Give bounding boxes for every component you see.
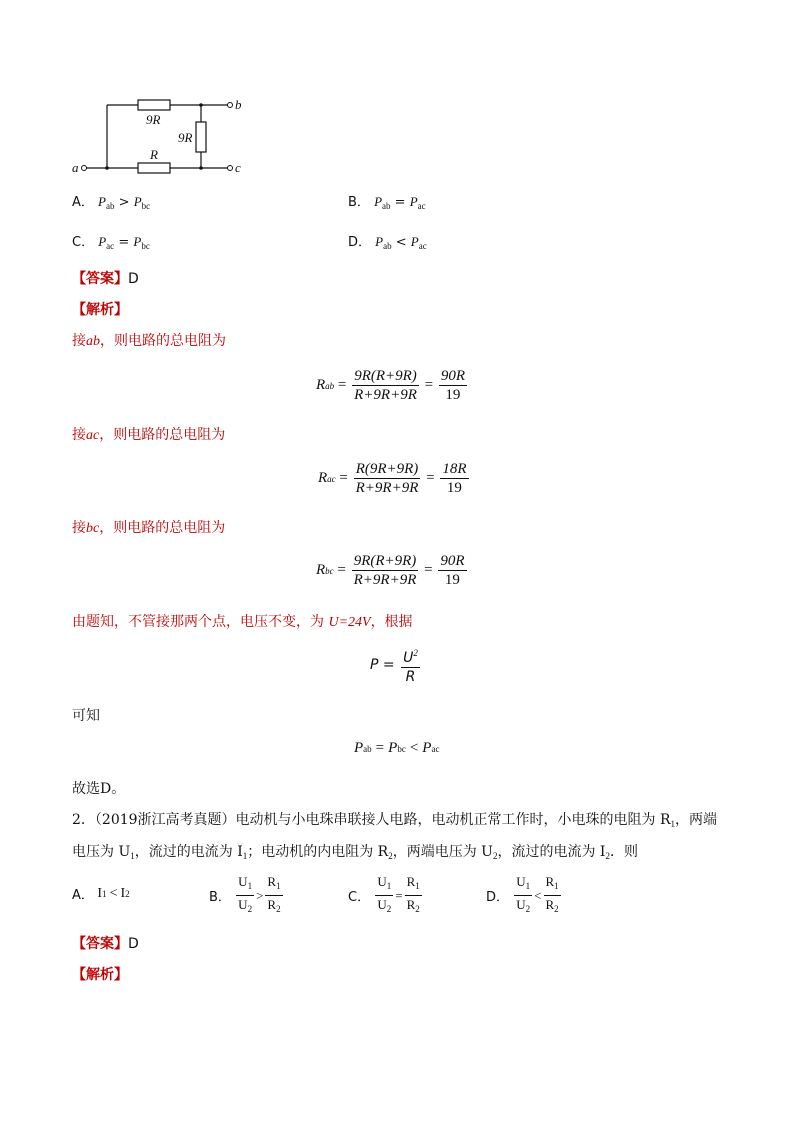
sub: 2	[247, 904, 253, 914]
var: U	[516, 897, 526, 912]
q2-stem-line2	[72, 841, 638, 861]
circuit-diagram	[70, 95, 250, 180]
fraction	[354, 461, 421, 496]
var: P	[374, 194, 383, 209]
sub: ab	[106, 201, 115, 211]
sub: ac	[106, 241, 115, 251]
numerator	[514, 874, 532, 896]
var: R	[267, 874, 277, 889]
var: ac	[86, 428, 100, 443]
option-letter: D．	[486, 890, 510, 905]
sub: 1	[242, 851, 248, 861]
resistor-top	[138, 100, 170, 110]
power-formula	[370, 645, 422, 685]
operator: =	[375, 740, 385, 756]
terminal-a-node	[82, 166, 87, 171]
option-letter: C．	[72, 235, 95, 250]
text: ，则电路的总电阻为	[100, 333, 226, 349]
label-terminal-b: b	[235, 97, 242, 112]
answer-value: D	[128, 271, 139, 287]
equals: =	[334, 377, 351, 393]
var: I	[97, 885, 103, 901]
q1-answer	[72, 268, 139, 288]
terminal-b-node	[228, 103, 233, 108]
numerator: 18R	[442, 461, 467, 477]
sub: bc	[397, 743, 406, 754]
label-terminal-c: c	[235, 160, 241, 175]
denominator	[544, 896, 561, 917]
operator: >	[118, 195, 130, 210]
sub: 1	[247, 881, 253, 891]
operator: =	[394, 195, 406, 210]
denominator: 19	[446, 480, 462, 496]
numerator	[405, 874, 422, 896]
q1-option-b[interactable]	[348, 191, 426, 211]
q1-option-c[interactable]	[72, 231, 150, 251]
answer-tag: 【答案】	[72, 936, 128, 952]
sub: ac	[327, 473, 336, 484]
var: U	[377, 874, 387, 889]
denominator	[236, 896, 254, 917]
text: 电压为 U	[72, 844, 131, 860]
conclusion: 故选D。	[72, 781, 126, 797]
sub: 1	[130, 851, 135, 861]
var: P	[410, 234, 419, 249]
text: ，两端	[675, 812, 718, 828]
junction-left	[105, 166, 109, 170]
q2-stem-line1	[72, 809, 717, 829]
fraction	[405, 874, 422, 917]
fraction	[439, 368, 467, 403]
result-formula	[354, 740, 439, 757]
option-letter: A．	[72, 195, 94, 210]
sub: ac	[418, 241, 427, 251]
sub: 1	[525, 881, 531, 891]
numerator	[375, 874, 393, 896]
equals: =	[420, 377, 437, 393]
sub: 1	[102, 888, 107, 899]
formula-rac	[318, 461, 471, 496]
label-resistor-top: 9R	[146, 112, 161, 127]
numerator	[265, 874, 282, 896]
denominator: R+9R+9R	[354, 387, 417, 403]
label-terminal-a: a	[72, 160, 79, 175]
operator: <	[395, 235, 407, 250]
fraction	[236, 874, 254, 917]
q1-analysis-tag: 【解析】	[72, 302, 128, 318]
var: U	[377, 897, 387, 912]
option-letter: C．	[348, 890, 371, 905]
text: ，两端电压为 U	[392, 844, 493, 860]
var: U	[516, 874, 526, 889]
operator: <	[534, 887, 542, 903]
sub: ab	[363, 743, 372, 754]
sub: 2	[415, 904, 420, 914]
var: ab	[86, 334, 100, 349]
sub: 2	[554, 904, 559, 914]
fraction	[352, 553, 419, 588]
fraction	[352, 368, 419, 403]
var: R	[318, 470, 328, 486]
denominator: 19	[444, 572, 460, 588]
sub: 1	[415, 881, 420, 891]
numerator: 9R(R+9R)	[353, 553, 417, 569]
text: 接	[72, 520, 86, 536]
denominator: 19	[445, 387, 461, 403]
operator: =	[118, 235, 130, 250]
formula-rab	[316, 368, 469, 403]
option-letter: B．	[348, 195, 370, 210]
operator: >	[256, 887, 264, 903]
text: ，则电路的总电阻为	[99, 427, 226, 443]
sub: ab	[325, 380, 335, 391]
kezhi-text: 可知	[72, 708, 100, 724]
voltage-value: U=24V	[328, 615, 371, 630]
equals: =	[335, 470, 352, 486]
sub: bc	[325, 565, 334, 576]
denominator	[265, 896, 282, 917]
option-letter: A．	[72, 888, 94, 903]
answer-tag: 【答案】	[72, 271, 128, 287]
fraction	[438, 553, 466, 588]
voltage-line	[72, 611, 413, 631]
var: R	[316, 562, 326, 578]
numerator: R(9R+9R)	[355, 461, 419, 477]
var: P	[98, 194, 106, 209]
text: ，流过的电流为 I	[497, 844, 606, 860]
var: U	[238, 897, 248, 912]
denominator: R+9R+9R	[355, 480, 419, 496]
sub: bc	[141, 201, 151, 211]
sub: 2	[276, 904, 281, 914]
junction-top	[199, 103, 203, 107]
equals: =	[333, 562, 350, 578]
sub: 2	[388, 851, 393, 861]
line-bc	[72, 517, 225, 537]
var: R	[406, 897, 416, 912]
sub: 1	[276, 881, 281, 891]
terminal-c-node	[228, 166, 233, 171]
sub: bc	[141, 241, 150, 251]
fraction	[375, 874, 393, 917]
sub: 2	[605, 851, 610, 861]
sub: 2	[125, 888, 130, 899]
text: ．则	[609, 844, 638, 860]
q2-answer	[72, 933, 139, 953]
label-resistor-bottom: R	[150, 147, 158, 162]
operator: <	[109, 885, 118, 901]
sub: 2	[386, 904, 392, 914]
resistor-right	[196, 122, 206, 152]
lhs: P =	[370, 657, 395, 673]
numerator	[544, 874, 561, 896]
var: U	[403, 650, 414, 666]
var: P	[375, 234, 384, 249]
denominator	[514, 896, 532, 917]
fraction	[514, 874, 532, 917]
var: R	[545, 897, 555, 912]
denominator: R+9R+9R	[353, 572, 417, 588]
denominator	[375, 896, 393, 917]
sub: 1	[554, 881, 559, 891]
var: R	[267, 897, 277, 912]
var: P	[98, 234, 107, 249]
var: P	[422, 740, 432, 756]
operator: =	[395, 887, 403, 903]
sub: ac	[417, 201, 426, 211]
fraction	[265, 874, 282, 917]
line-ab	[72, 330, 226, 350]
denominator	[405, 896, 422, 917]
sub: ac	[431, 743, 440, 754]
q2-option-a[interactable]	[72, 884, 130, 903]
q2-option-b[interactable]	[209, 874, 285, 917]
sub: 2	[492, 851, 498, 861]
equals: =	[420, 562, 437, 578]
q2-analysis-tag: 【解析】	[72, 967, 128, 983]
numerator	[401, 645, 420, 668]
text: ，则电路的总电阻为	[99, 520, 226, 536]
resistor-bottom	[138, 163, 170, 173]
operator: <	[409, 740, 419, 756]
var: P	[133, 194, 142, 209]
fraction	[440, 461, 468, 496]
numerator: 9R(R+9R)	[354, 368, 417, 384]
junction-bottom	[199, 166, 203, 170]
text: 接	[72, 333, 86, 349]
answer-value: D	[128, 936, 139, 952]
numerator	[236, 874, 254, 896]
text: ；电动机的内电阻为 R	[247, 844, 389, 860]
sub: 1	[670, 819, 676, 829]
var: P	[409, 194, 418, 209]
var: P	[133, 234, 142, 249]
q2-option-d[interactable]	[486, 874, 563, 917]
var: R	[545, 874, 555, 889]
sub: 1	[386, 881, 392, 891]
text: 接	[72, 427, 86, 443]
q2-option-c[interactable]	[348, 874, 424, 917]
numerator: 90R	[440, 553, 465, 569]
var: bc	[86, 521, 100, 536]
option-letter: D．	[348, 235, 372, 250]
denominator: R	[405, 669, 416, 685]
sub: 2	[525, 904, 531, 914]
var: U	[238, 874, 248, 889]
text: ，根据	[370, 614, 413, 630]
q1-option-d[interactable]	[348, 231, 427, 251]
var: P	[388, 740, 398, 756]
text: 由题知，不管接那两个点，电压不变，为	[72, 614, 329, 630]
text: ，流过的电流为 I	[134, 844, 243, 860]
formula-rbc	[316, 553, 469, 588]
fraction	[544, 874, 561, 917]
line-ac	[72, 424, 225, 444]
q1-option-a[interactable]	[72, 191, 150, 211]
sup: 2	[413, 648, 418, 658]
sub: ab	[383, 241, 392, 251]
text: 2．（2019浙江高考真题）电动机与小电珠串联接人电路，电动机正常工作时，小电珠的电阻为 R	[72, 812, 671, 828]
option-letter: B．	[209, 890, 231, 905]
var: P	[354, 740, 364, 756]
var: R	[316, 377, 326, 393]
fraction	[401, 645, 420, 685]
numerator: 90R	[440, 368, 466, 384]
var: I	[120, 885, 126, 901]
label-resistor-right: 9R	[178, 130, 193, 145]
equals: =	[422, 470, 439, 486]
var: R	[406, 874, 416, 889]
sub: ab	[382, 201, 391, 211]
